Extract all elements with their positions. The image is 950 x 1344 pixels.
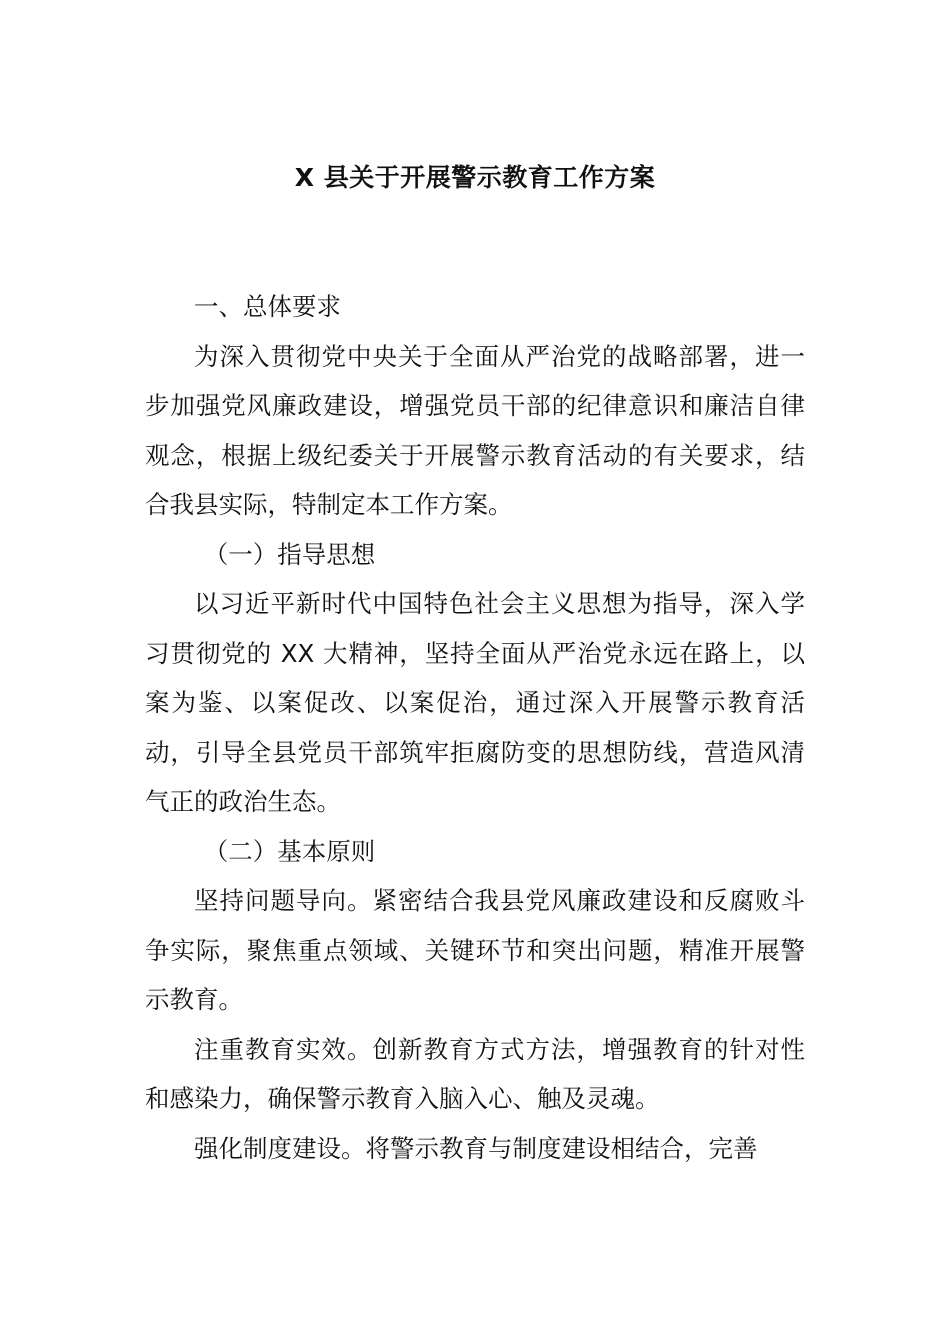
subsection-heading-basic-principles: （二）基本原则	[203, 836, 376, 866]
document-body	[145, 282, 805, 1173]
paragraph-education-effectiveness: 注重教育实效。创新教育方式方法，增强教育的针对性和感染力，确保警示教育入脑入心、触及灵魂。	[145, 1034, 805, 1113]
document-title: X 县关于开展警示教育工作方案	[294, 163, 656, 192]
paragraph-system-building: 强化制度建设。将警示教育与制度建设相结合，完善	[194, 1133, 758, 1163]
subsection-heading-guiding-ideology: （一）指导思想	[203, 539, 376, 569]
paragraph-problem-orientation: 坚持问题导向。紧密结合我县党风廉政建设和反腐败斗争实际，聚焦重点领域、关键环节和突出问题，精准开展警示教育。	[145, 886, 805, 1014]
paragraph-guiding-ideology: 以习近平新时代中国特色社会主义思想为指导，深入学习贯彻党的 XX 大精神，坚持全面从严治党永远在路上，以案为鉴、以案促改、以案促治，通过深入开展警示教育活动，引导全县党员干部筑牢拒腐防变的思想防线，营造风清气正的政治生态。	[145, 589, 805, 816]
section-heading-general-requirements: 一、总体要求	[194, 292, 341, 321]
paragraph-intro: 为深入贯彻党中央关于全面从严治党的战略部署，进一步加强党风廉政建设，增强党员干部的纪律意识和廉洁自律观念，根据上级纪委关于开展警示教育活动的有关要求，结合我县实际，特制定本工作方案。	[145, 341, 805, 519]
